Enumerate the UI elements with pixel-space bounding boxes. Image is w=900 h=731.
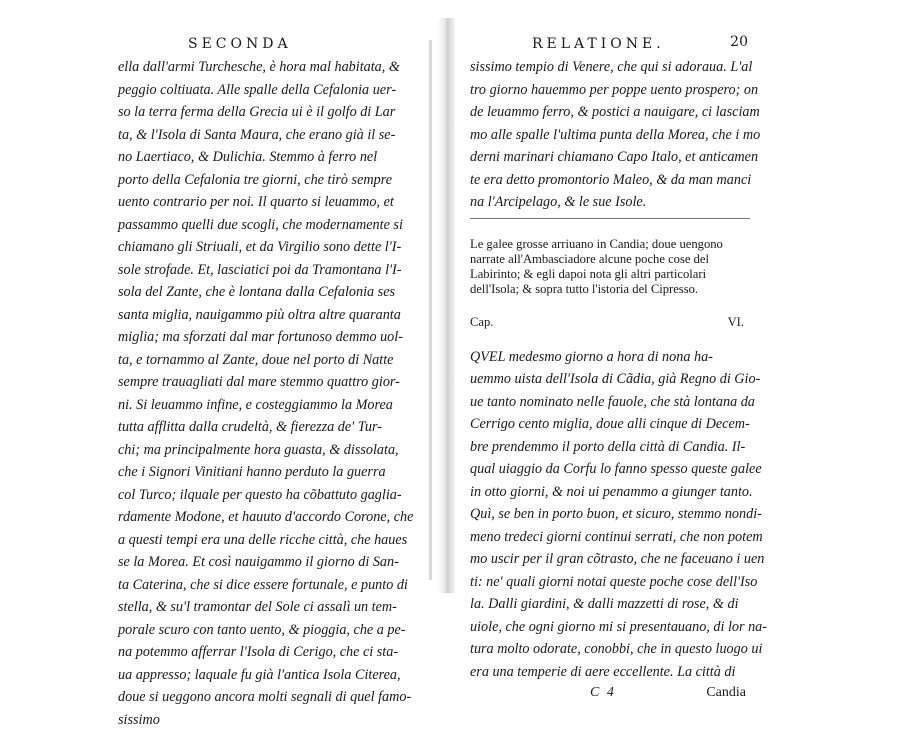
text-line: derni marinari chiamano Capo Italo, et anticamen — [470, 146, 754, 169]
text-line: miglia; ma sforzati dal mar fortunoso demmo uol- — [118, 326, 430, 349]
chapter-cap-label: Cap. — [470, 315, 493, 329]
running-head-seconda: SECONDA — [188, 36, 292, 52]
text-line: in otto giorni, & noi ui penammo a giunger tanto. — [470, 481, 754, 504]
text-line: te era detto promontorio Maleo, & da man manci — [470, 169, 754, 192]
left-page-text — [118, 56, 430, 731]
right-running-head — [470, 30, 754, 56]
text-line: ella dall'armi Turchesche, è hora mal habitata, & — [118, 56, 430, 79]
text-line: se la Morea. Et così nauigammo il giorno di San- — [118, 551, 430, 574]
text-line: ta Caterina, che si dice essere fortunale, e punto di — [118, 574, 430, 597]
page-number: 20 — [730, 34, 748, 50]
text-line: uento contrario per noi. Il quarto si leuammo, et — [118, 191, 430, 214]
text-line: sola del Zante, che è lontana dalla Cefalonia ses — [118, 281, 430, 304]
text-line: passammo quelli due scogli, che modernamente si — [118, 214, 430, 237]
chapter-heading-line: dell'Isola; & sopra tutto l'istoria del Cipresso. — [470, 282, 754, 297]
left-page — [118, 30, 430, 590]
text-line: ta, & l'Isola di Santa Maura, che erano già il se- — [118, 124, 430, 147]
chapter-heading-line: Labirinto; & egli dapoi nota gli altri particolari — [470, 267, 754, 282]
text-line: era una temperie di aere eccellente. La città di — [470, 661, 754, 684]
page-footer — [470, 683, 754, 703]
book-gutter — [437, 18, 455, 593]
text-line: mo alle spalle l'ultima punta della Morea, che i mo — [470, 124, 754, 147]
text-line: a questi tempi era una delle ricche città, che haues — [118, 529, 430, 552]
right-page-text-top — [470, 56, 754, 214]
text-line: na l'Arcipelago, & le sue Isole. — [470, 191, 754, 214]
text-line: doue si ueggono ancora molti segnali di quel famo- — [118, 686, 430, 709]
chapter-heading — [470, 237, 754, 297]
section-rule — [470, 218, 750, 219]
chapter-heading-line: narrate all'Ambasciadore alcune poche cose del — [470, 252, 754, 267]
text-line: ti: ne' quali giorni notai queste poche cose dell'Iso — [470, 571, 754, 594]
text-line: porto della Cefalonia tre giorni, che tirò sempre — [118, 169, 430, 192]
text-line: sissimo tempio di Venere, che qui si adoraua. L'al — [470, 56, 754, 79]
right-page — [470, 30, 754, 590]
text-line: QVEL medesmo giorno a hora di nona ha- — [470, 346, 754, 369]
left-running-head — [118, 30, 430, 56]
text-line: chi; ma principalmente hora guasta, & dissolata, — [118, 439, 430, 462]
catchword: Candia — [706, 685, 746, 701]
text-line: de leuammo ferro, & postici a nauigare, ci lasciam — [470, 101, 754, 124]
text-line: sissimo — [118, 709, 430, 731]
text-line: na potemmo afferrar l'Isola di Cerigo, che ci sta- — [118, 641, 430, 664]
text-line: porale scuro con tanto uento, & pioggia, che a pe- — [118, 619, 430, 642]
text-line: qual uiaggio da Corfu lo fanno spesso queste galee — [470, 458, 754, 481]
signature-mark: C 4 — [590, 685, 616, 701]
text-line: tura molto odorate, conobbi, che in questo luogo ui — [470, 638, 754, 661]
text-line: col Turco; ilquale per questo ha cõbattuto gaglia- — [118, 484, 430, 507]
text-line: chiamano gli Striuali, et da Virgilio sono dette l'I- — [118, 236, 430, 259]
text-line: ni. Si leuammo infine, e costeggiammo la Morea — [118, 394, 430, 417]
right-page-text-bottom — [470, 346, 754, 684]
running-head-relatione: RELATIONE. — [532, 36, 665, 52]
text-line: ua appresso; laquale fu già l'antica Isola Citerea, — [118, 664, 430, 687]
text-line: santa miglia, nauigammo più oltra altre quaranta — [118, 304, 430, 327]
chapter-heading-line: Le galee grosse arriuano in Candia; doue uengono — [470, 237, 754, 252]
text-line: sole strofade. Et, lasciatici poi da Tramontana l'I- — [118, 259, 430, 282]
text-line: rdamente Modone, et hauuto d'accordo Corone, che — [118, 506, 430, 529]
text-line: uiole, che ogni giorno mi si presentauano, di lor na- — [470, 616, 754, 639]
text-line: meno tredeci giorni continui serrati, che non potem — [470, 526, 754, 549]
text-line: ue tanto nominato nelle fauole, che stà lontana da — [470, 391, 754, 414]
text-line: uemmo uista dell'Isola di Cãdia, già Regno di Gio- — [470, 368, 754, 391]
text-line: la. Dalli giardini, & dalli mazzetti di rose, & di — [470, 593, 754, 616]
chapter-cap-line — [470, 315, 754, 330]
text-line: ta, e tornammo al Zante, doue nel porto di Natte — [118, 349, 430, 372]
text-line: sempre trauagliati dal mare stemmo quattro gior- — [118, 371, 430, 394]
text-line: tro giorno hauemmo per poppe uento prospero; on — [470, 79, 754, 102]
text-line: Quì, se ben in porto buon, et sicuro, stemmo nondi- — [470, 503, 754, 526]
text-line: tutta afflitta dalla crudeltà, & fierezza de' Tur- — [118, 416, 430, 439]
text-line: no Laertiaco, & Dulichia. Stemmo à ferro nel — [118, 146, 430, 169]
text-line: so la terra ferma della Grecia ui è il golfo di Lar — [118, 101, 430, 124]
text-line: Cerrigo cento miglia, doue alli cinque di Decem- — [470, 413, 754, 436]
text-line: mo uscir per il gran cõtrasto, che ne faceuano i uen — [470, 548, 754, 571]
text-line: che i Signori Vinitiani hanno perduto la guerra — [118, 461, 430, 484]
text-line: stella, & su'l tramontar del Sole ci assalì un tem- — [118, 596, 430, 619]
chapter-number: VI. — [728, 315, 744, 330]
text-line: bre prendemmo il porto della città di Candia. Il- — [470, 436, 754, 459]
text-line: peggio coltiuata. Alle spalle della Cefalonia uer- — [118, 79, 430, 102]
